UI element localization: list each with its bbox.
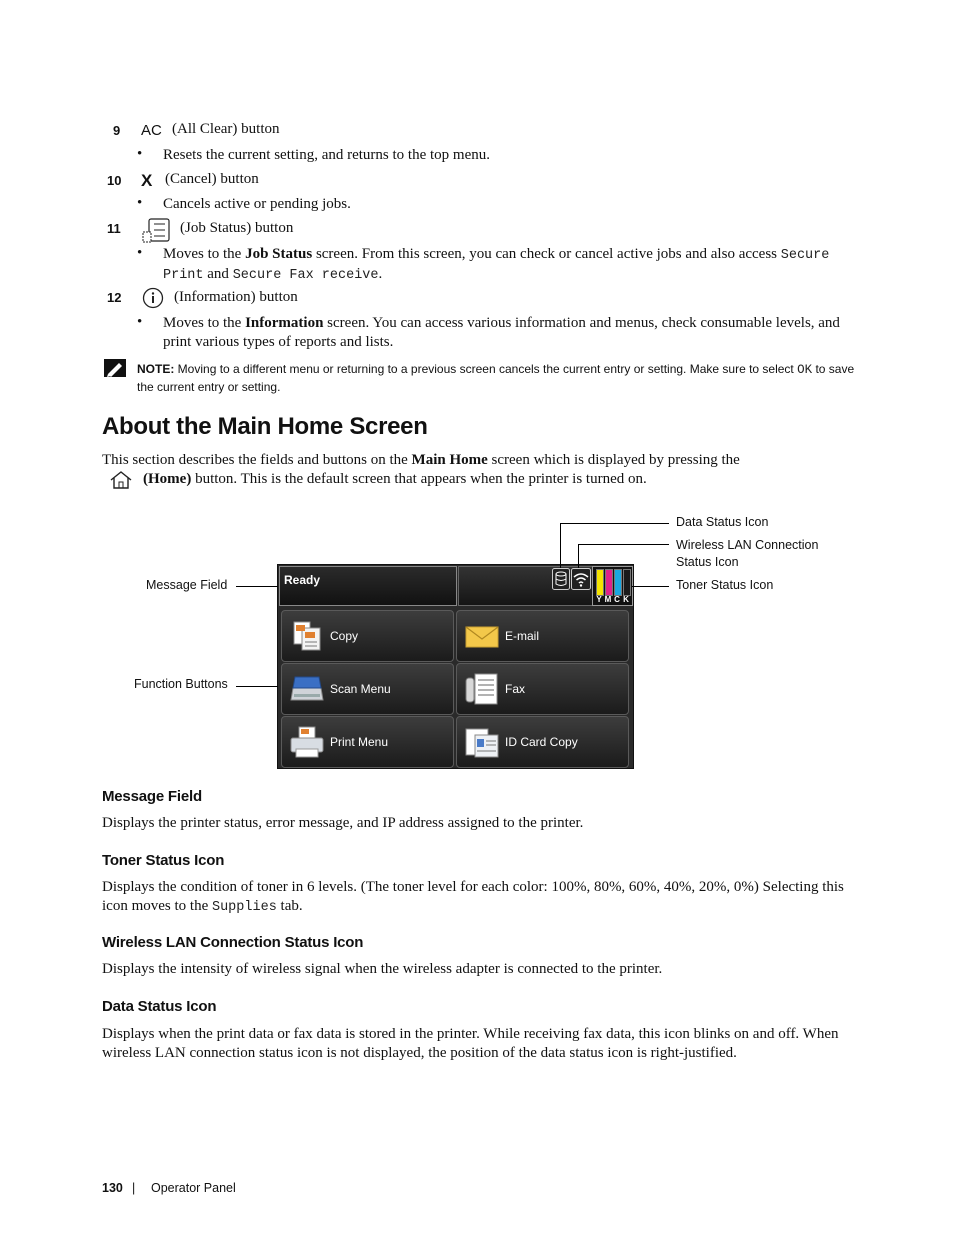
message-field (279, 566, 457, 606)
scanner-icon (290, 672, 324, 706)
wireless-lan-icon[interactable] (571, 568, 591, 590)
bullet-text: Moves to the Information screen. You can access various information and menus, check consumable levels, and print various types of reports and lists. (163, 315, 840, 350)
function-button-label: Fax (505, 682, 526, 696)
callout-line (578, 544, 669, 545)
main-home-screen (277, 564, 634, 769)
toner-bar-m (605, 569, 613, 596)
subsection-title: Toner Status Icon (102, 852, 225, 869)
subsection-text: Displays the condition of toner in 6 levels. (The toner level for each color: 100%, 80%, 60%, 40%, 20%, 0%) Selecting this icon moves to the Supplies tab. (102, 879, 844, 915)
callout-wireless-1: Wireless LAN Connection (676, 538, 819, 552)
function-button-label: Scan Menu (330, 682, 391, 696)
button-title: (Cancel) button (165, 171, 259, 187)
e-mail-button[interactable] (456, 610, 629, 662)
page-number: 130 (102, 1181, 123, 1195)
subsection-text: Displays the printer status, error message, and IP address assigned to the printer. (102, 815, 584, 831)
item-number: 9 (113, 123, 121, 138)
callout-function-buttons: Function Buttons (134, 677, 228, 691)
item-number: 11 (107, 221, 121, 236)
id-card-copy-button[interactable] (456, 716, 629, 768)
toner-status-icon[interactable] (592, 566, 633, 606)
callout-line (236, 686, 278, 687)
bullet-text: Resets the current setting, and returns to the top menu. (163, 147, 491, 163)
bullet-dot: • (137, 146, 143, 162)
callout-line (578, 544, 579, 568)
footer-chapter: Operator Panel (151, 1181, 236, 1195)
envelope-icon (465, 619, 499, 653)
bullet-dot: • (137, 314, 143, 330)
id-card-icon (465, 725, 499, 759)
callout-wireless-2: Status Icon (676, 555, 739, 569)
subsection-text: Displays the intensity of wireless signal when the wireless adapter is connected to the printer. (102, 961, 663, 977)
fax-icon (465, 672, 499, 706)
callout-line (560, 523, 669, 524)
button-title: (All Clear) button (172, 121, 280, 137)
callout-line (236, 586, 278, 587)
data-status-icon[interactable] (552, 568, 570, 590)
all-clear-icon: AC (141, 122, 162, 139)
toner-letter: Y (596, 595, 602, 604)
subsection-title: Data Status Icon (102, 998, 217, 1015)
function-button-label: Print Menu (330, 735, 389, 749)
subsection-title: Wireless LAN Connection Status Icon (102, 934, 364, 951)
section-intro: This section describes the fields and buttons on the Main Home screen which is displayed by pressing the (102, 452, 740, 468)
fax-button[interactable] (456, 663, 629, 715)
callout-data-status: Data Status Icon (676, 515, 769, 529)
bullet-text: Cancels active or pending jobs. (163, 196, 351, 212)
subsection-text: Displays when the print data or fax data is stored in the printer. While receiving fax data, this icon blinks on and off. When wireless LAN connection status icon is not displayed, the position of the data status icon is right-justified. (102, 1026, 839, 1061)
callout-line (560, 523, 561, 568)
button-title: (Information) button (174, 289, 298, 305)
bullet-dot: • (137, 245, 143, 261)
button-title: (Job Status) button (180, 220, 294, 236)
scan-menu-button[interactable] (281, 663, 454, 715)
cancel-icon: X (141, 171, 153, 190)
copy-button[interactable] (281, 610, 454, 662)
subsection-title: Message Field (102, 788, 202, 805)
toner-bar-y (596, 569, 604, 596)
note-text: NOTE: Moving to a different menu or returning to a previous screen cancels the current entry or setting. Make sure to select OK to save the current entry or setting. (137, 362, 855, 394)
section-title: About the Main Home Screen (102, 413, 428, 440)
home-icon (109, 470, 133, 490)
toner-letter: K (623, 595, 629, 604)
note-pencil-icon (104, 359, 126, 377)
item-number: 10 (107, 173, 122, 188)
bullet-dot: • (137, 195, 143, 211)
section-intro-2: (Home) button. This is the default screen that appears when the printer is turned on. (143, 471, 647, 487)
printer-icon (290, 725, 324, 759)
information-icon (142, 287, 164, 309)
callout-toner-status: Toner Status Icon (676, 578, 774, 592)
job-status-icon (141, 218, 171, 244)
toner-letter: M (604, 595, 612, 604)
item-number: 12 (107, 290, 122, 305)
function-button-label: E-mail (505, 629, 540, 643)
bullet-text: Moves to the Job Status screen. From this screen, you can check or cancel active jobs and also access Secure Print and Secure Fax receive. (163, 246, 830, 283)
copy-icon (290, 619, 324, 653)
callout-message-field: Message Field (146, 578, 228, 592)
footer-separator: | (132, 1181, 136, 1195)
message-text: Ready (284, 573, 321, 587)
print-menu-button[interactable] (281, 716, 454, 768)
toner-bar-c (614, 569, 622, 596)
function-button-label: Copy (330, 629, 359, 643)
callout-line (632, 586, 669, 587)
toner-bar-k (623, 569, 631, 596)
function-button-label: ID Card Copy (505, 735, 578, 749)
toner-letter: C (614, 595, 620, 604)
